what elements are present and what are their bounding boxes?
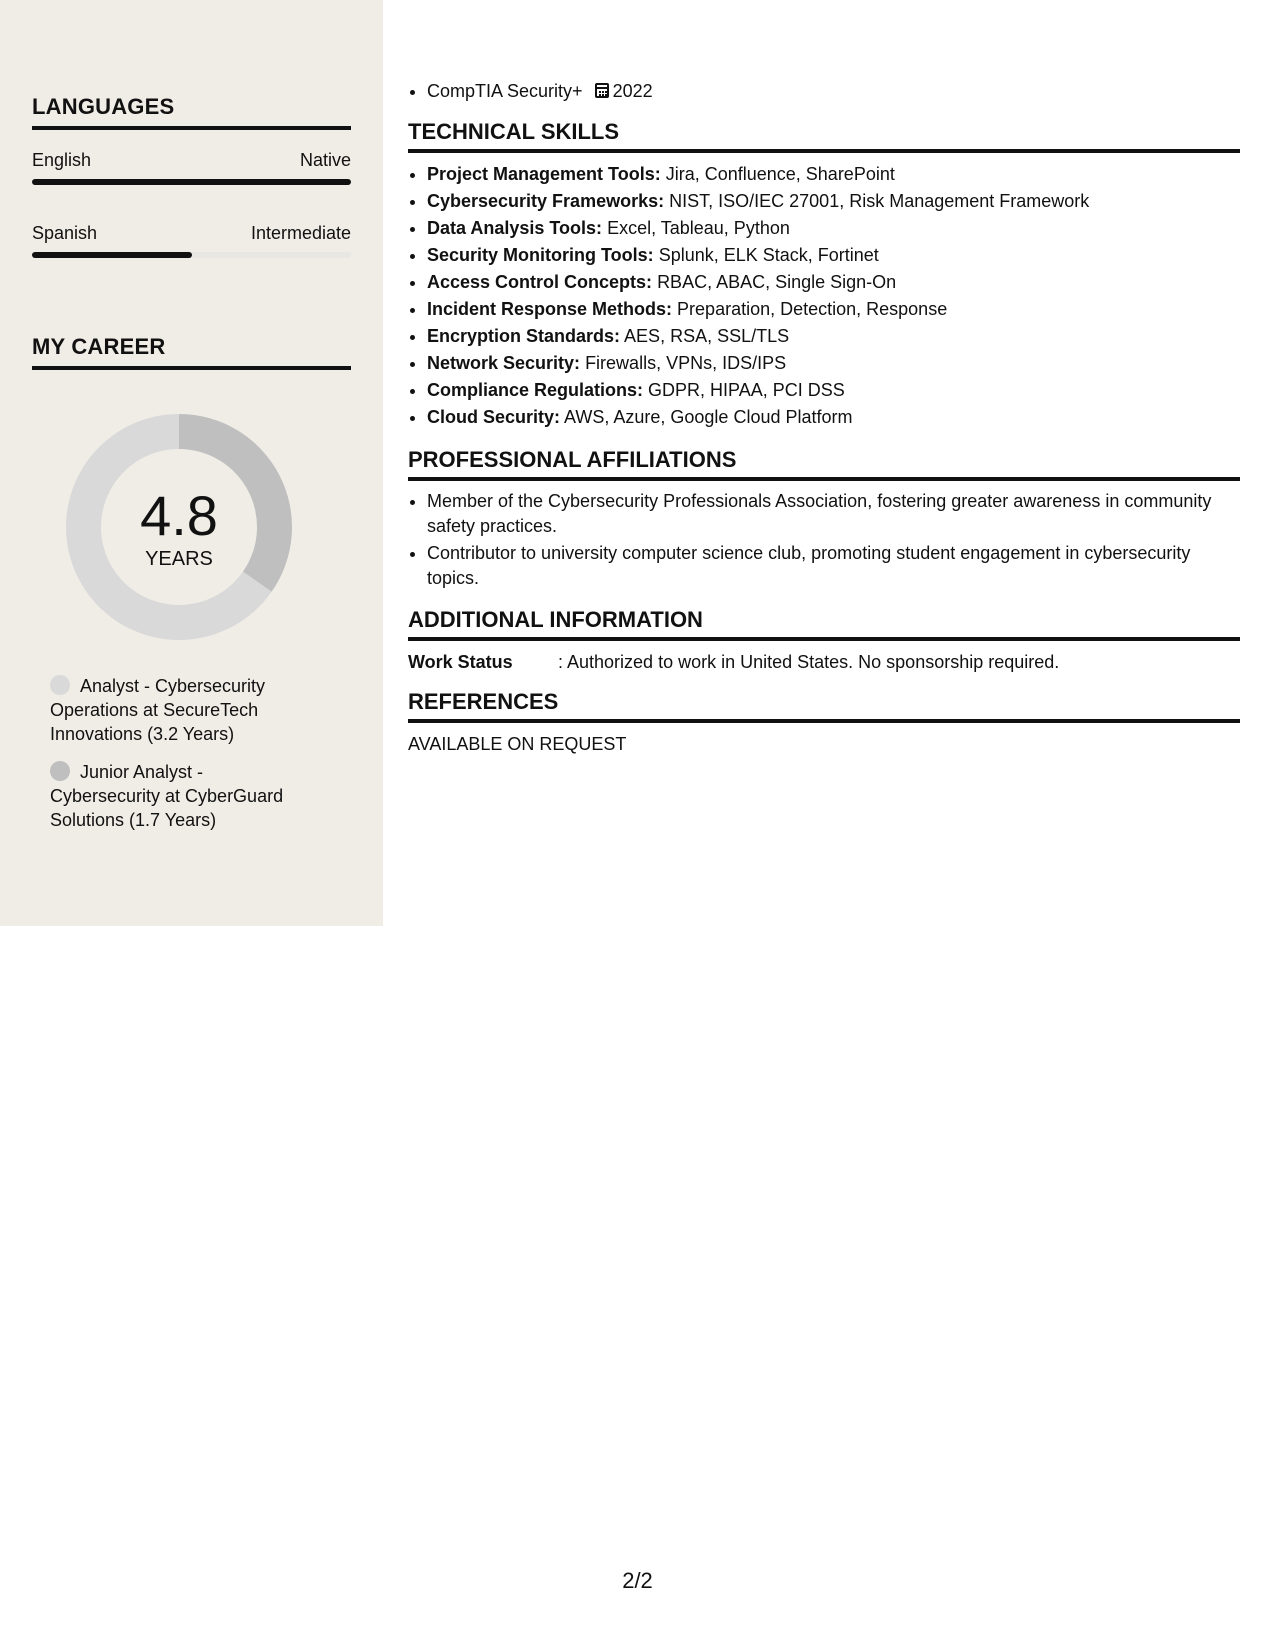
technical-skills-section: [408, 119, 1240, 431]
skill-label: Cloud Security:: [427, 407, 561, 427]
language-name: English: [32, 150, 92, 170]
language-level: Native: [299, 150, 351, 170]
career-role-text: Junior Analyst - Cybersecurity at CyberGuard Solutions (1.7 Years): [50, 762, 284, 830]
legend-dot-icon: [50, 675, 70, 695]
references-heading: REFERENCES: [408, 689, 1240, 723]
references-section: [408, 689, 1240, 755]
skill-value: Preparation, Detection, Response: [677, 299, 948, 319]
skill-item: [427, 188, 1240, 215]
career-donut-chart: [66, 414, 292, 640]
career-legend-item: [50, 674, 310, 746]
skill-label: Data Analysis Tools:: [427, 218, 603, 238]
skill-label: Access Control Concepts:: [427, 272, 653, 292]
career-section: [32, 334, 351, 370]
skill-value: AWS, Azure, Google Cloud Platform: [564, 407, 853, 427]
career-heading: MY CAREER: [32, 334, 351, 370]
language-proficiency-fill: [32, 179, 351, 185]
work-status-label: Work Status: [408, 652, 513, 672]
career-role-text: Analyst - Cybersecurity Operations at SecureTech Innovations (3.2 Years): [50, 676, 266, 744]
skill-label: Project Management Tools:: [427, 164, 661, 184]
skill-value: Firewalls, VPNs, IDS/IPS: [585, 353, 787, 373]
skill-label: Compliance Regulations:: [427, 380, 644, 400]
skill-value: Excel, Tableau, Python: [607, 218, 790, 238]
technical-skills-heading: TECHNICAL SKILLS: [408, 119, 1240, 153]
language-proficiency-bar: [32, 179, 351, 185]
affiliation-item: • Member of the Cybersecurity Professionals Association, fostering greater awareness in community safety practices.: [427, 489, 1240, 539]
skill-item: [427, 350, 1240, 377]
legend-dot-icon: [50, 761, 70, 781]
language-item-spanish: [32, 223, 351, 258]
calendar-icon: [595, 83, 609, 98]
skill-item: [427, 215, 1240, 242]
skill-item: [427, 296, 1240, 323]
affiliations-list: [408, 489, 1240, 591]
skill-label: Security Monitoring Tools:: [427, 245, 654, 265]
skill-label: Incident Response Methods:: [427, 299, 673, 319]
skill-item: [427, 242, 1240, 269]
language-item-english: [32, 150, 351, 185]
certification-item: [427, 78, 1240, 105]
languages-heading: LANGUAGES: [32, 94, 351, 130]
skill-label: Network Security:: [427, 353, 581, 373]
language-proficiency-bar: [32, 252, 351, 258]
career-total-unit: YEARS: [145, 547, 213, 570]
career-legend: [50, 674, 310, 846]
career-legend-item: [50, 760, 310, 832]
work-status-value: : Authorized to work in United States. No sponsorship required.: [558, 652, 1060, 672]
skill-item: [427, 269, 1240, 296]
main-content: [408, 78, 1240, 755]
additional-info-section: [408, 607, 1240, 675]
skill-item: [427, 161, 1240, 188]
additional-info-heading: ADDITIONAL INFORMATION: [408, 607, 1240, 641]
technical-skills-list: [408, 161, 1240, 431]
affiliation-item: • Contributor to university computer science club, promoting student engagement in cybersecurity topics.: [427, 541, 1240, 591]
skill-item: [427, 404, 1240, 431]
language-proficiency-fill: [32, 252, 192, 258]
skill-label: Cybersecurity Frameworks:: [427, 191, 665, 211]
skill-value: AES, RSA, SSL/TLS: [624, 326, 790, 346]
references-text: AVAILABLE ON REQUEST: [408, 734, 627, 754]
skill-value: GDPR, HIPAA, PCI DSS: [648, 380, 845, 400]
skill-label: Encryption Standards:: [427, 326, 621, 346]
career-total-years: 4.8: [140, 483, 218, 547]
sidebar: [0, 0, 383, 926]
skill-item: [427, 323, 1240, 350]
skill-value: RBAC, ABAC, Single Sign-On: [657, 272, 897, 292]
language-level: Intermediate: [250, 223, 351, 243]
certification-name: CompTIA Security+: [427, 81, 583, 101]
certifications-list: [408, 78, 1240, 105]
language-name: Spanish: [32, 223, 98, 243]
affiliations-section: [408, 447, 1240, 591]
skill-value: Jira, Confluence, SharePoint: [665, 164, 895, 184]
work-status-row: [408, 649, 1240, 675]
languages-section: [32, 94, 351, 258]
skill-value: Splunk, ELK Stack, Fortinet: [658, 245, 879, 265]
page-number: 2/2: [622, 1568, 653, 1593]
certification-year: 2022: [612, 81, 653, 101]
affiliations-heading: PROFESSIONAL AFFILIATIONS: [408, 447, 1240, 481]
skill-item: [427, 377, 1240, 404]
skill-value: NIST, ISO/IEC 27001, Risk Management Framework: [669, 191, 1090, 211]
